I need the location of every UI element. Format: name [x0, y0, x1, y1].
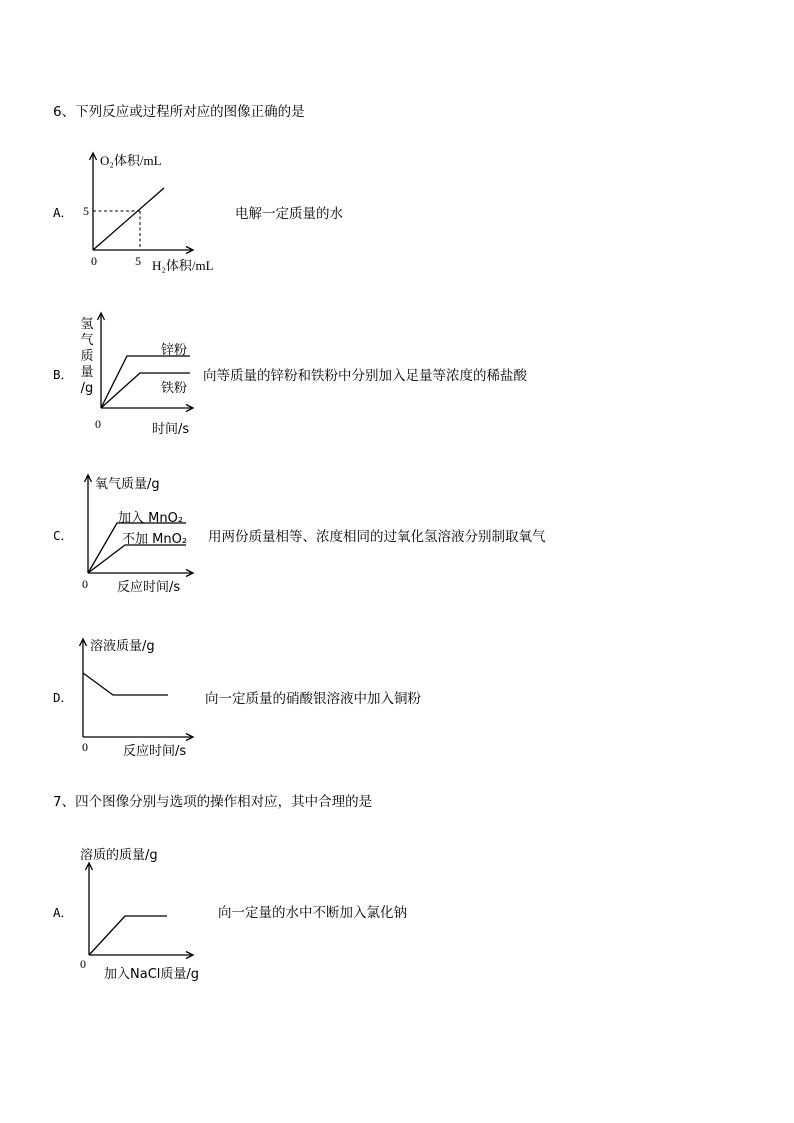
- graph-6b-y-label-char: 气: [80, 333, 94, 348]
- graph-6c-y-label: 氧气质量/g: [95, 477, 160, 492]
- graph-6c-origin: 0: [82, 577, 88, 591]
- option-7a-desc: 向一定量的水中不断加入氯化钠: [218, 905, 407, 921]
- graph-6b-y-label-char: 氢: [80, 317, 94, 332]
- graph-6b-y-label-char: 量: [80, 365, 94, 380]
- graph-6a-origin: 0: [91, 254, 97, 268]
- option-6b-desc: 向等质量的锌粉和铁粉中分别加入足量等浓度的稀盐酸: [203, 368, 527, 384]
- option-6c-desc: 用两份质量相等、浓度相同的过氧化氢溶液分别制取氧气: [208, 529, 546, 545]
- graph-7a-y-label: 溶质的质量/g: [80, 848, 158, 863]
- graph-7a-series: [89, 916, 167, 955]
- graph-6b-series-iron-label: 铁粉: [161, 381, 188, 396]
- graph-6d-origin: 0: [82, 740, 88, 754]
- graph-6c-series-without-mno2-label: 不加 MnO₂: [122, 532, 188, 547]
- graph-6b-x-label: 时间/s: [152, 422, 190, 437]
- question-6-stem: 6、下列反应或过程所对应的图像正确的是: [53, 104, 305, 120]
- graph-6a-x-tick: 5: [135, 254, 141, 268]
- graph-6d-y-label: 溶液质量/g: [90, 639, 155, 654]
- graph-7a-x-label: 加入NaCl质量/g: [104, 967, 200, 982]
- option-6b-letter: B．: [53, 367, 74, 382]
- graph-6a-x-label: H₂体积/mL: [152, 258, 214, 273]
- graph-6b-origin: 0: [95, 417, 101, 431]
- graph-6d-x-label: 反应时间/s: [123, 744, 187, 759]
- graph-6b-y-label-char: /g: [80, 381, 94, 396]
- option-6c-letter: C．: [53, 528, 74, 543]
- question-7-stem: 7、四个图像分别与选项的操作相对应，其中合理的是: [53, 794, 373, 810]
- graph-6b-series-zinc-label: 锌粉: [161, 343, 188, 358]
- option-6d-desc: 向一定质量的硝酸银溶液中加入铜粉: [205, 691, 421, 707]
- option-7a-letter: A．: [53, 905, 74, 920]
- graph-6a-y-tick: 5: [83, 204, 89, 218]
- option-6d-letter: D．: [53, 690, 74, 705]
- graph-6c-x-label: 反应时间/s: [117, 580, 181, 595]
- graph-7a-origin: 0: [80, 957, 86, 971]
- graph-6c-series-with-mno2-label: 加入 MnO₂: [118, 511, 184, 526]
- graph-6a-y-label: O₂体积/mL: [100, 153, 162, 168]
- option-6a-letter: A．: [53, 205, 74, 220]
- option-6a-desc: 电解一定质量的水: [235, 206, 343, 222]
- graph-6b-y-label-char: 质: [80, 349, 94, 364]
